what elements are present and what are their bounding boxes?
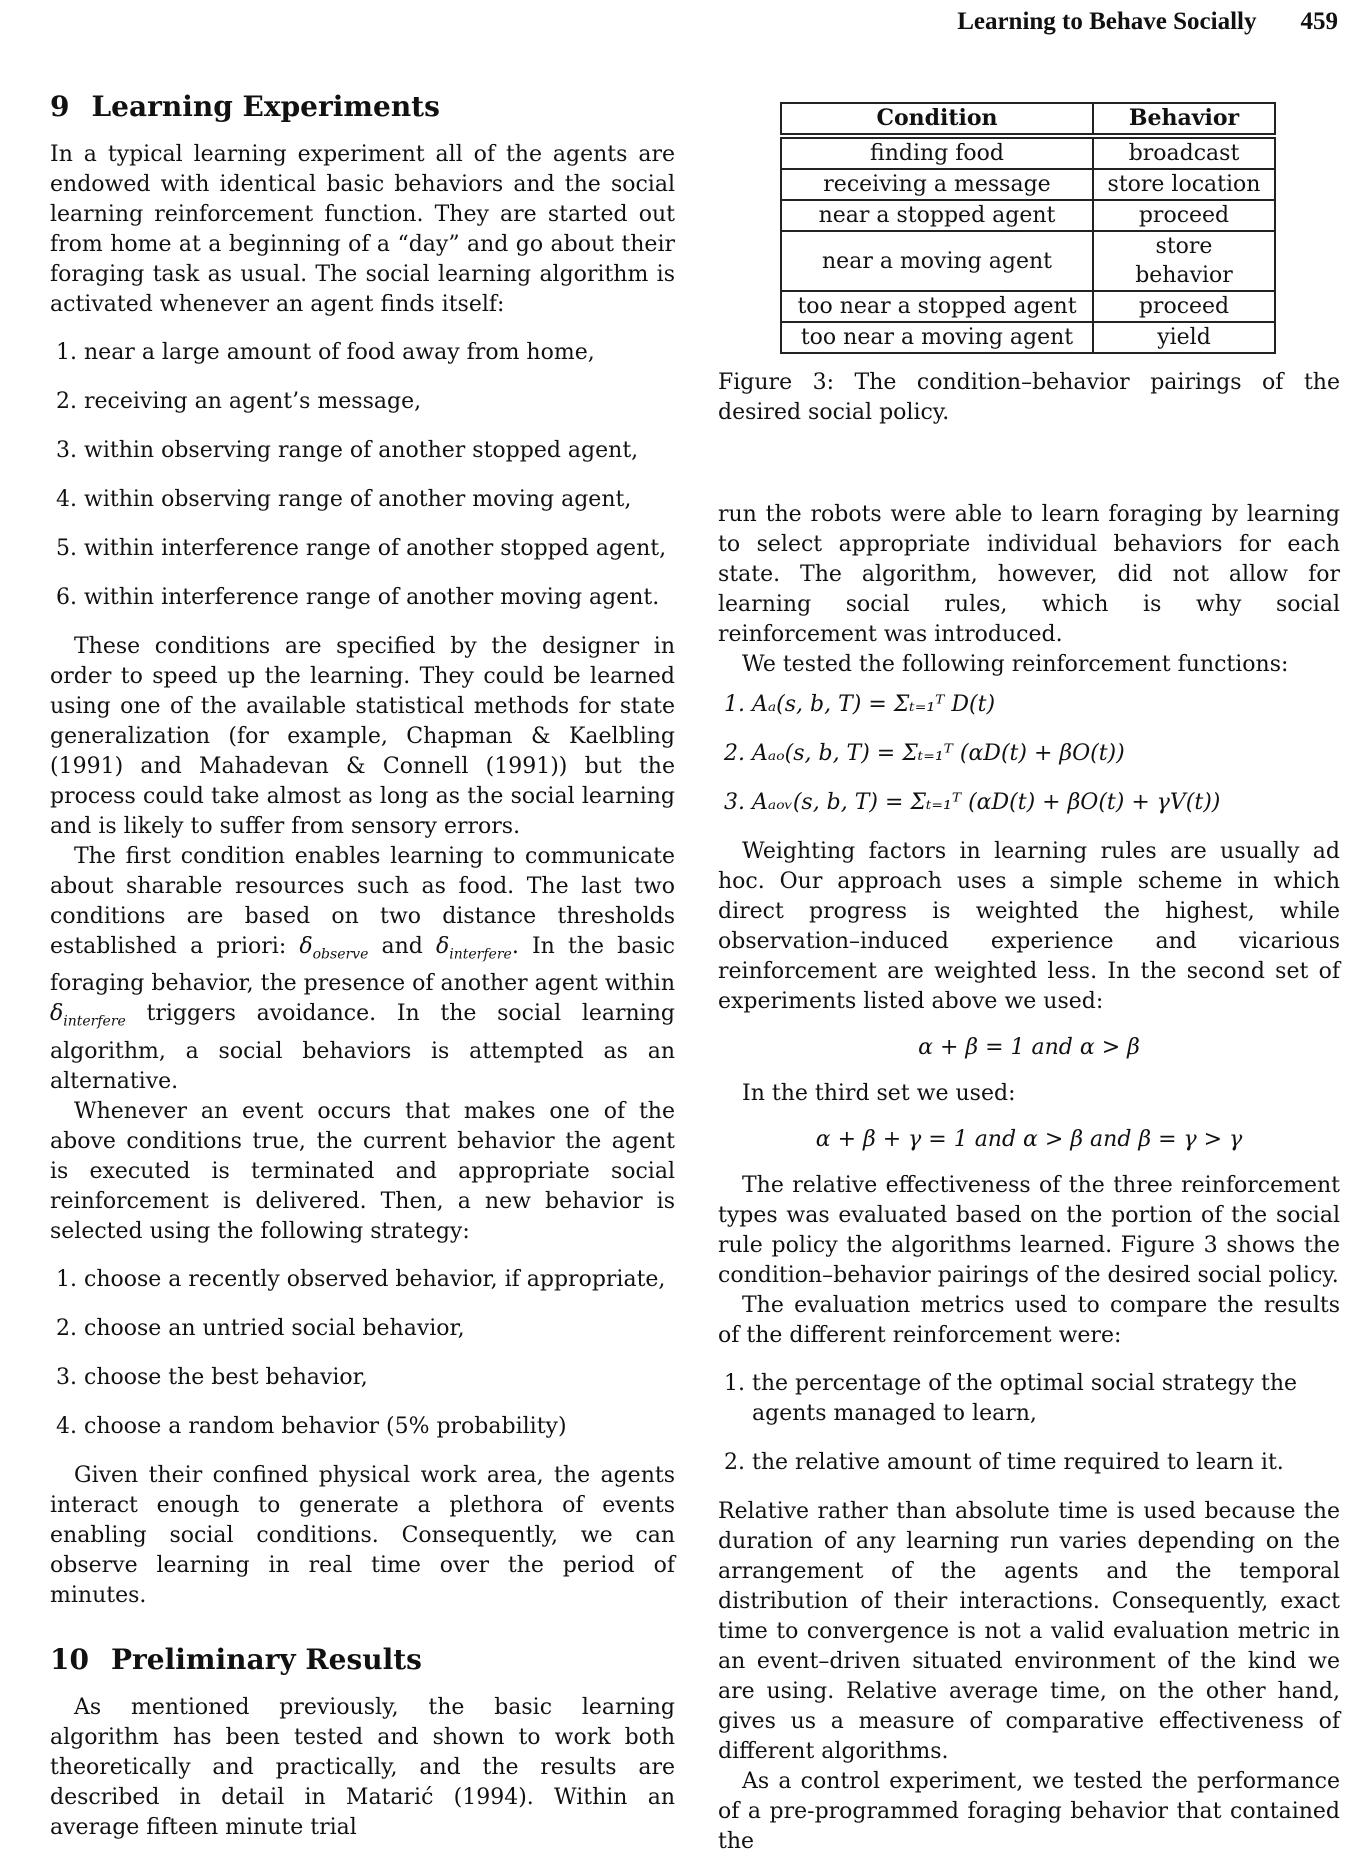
- equation: α + β = 1 and α > β: [918, 1035, 1140, 1060]
- section-title: Preliminary Results: [110, 1642, 422, 1676]
- table-header: Condition: [781, 103, 1093, 136]
- table-row: [781, 136, 1275, 169]
- delta-symbol: δ: [50, 1001, 64, 1027]
- table-row: [781, 169, 1275, 200]
- formula-item: 1. Aₐ(s, b, T) = Σₜ₌₁ᵀ D(t): [752, 690, 1340, 720]
- metrics-list: [718, 1369, 1340, 1478]
- list-item: 4. within observing range of another moving agent,: [84, 485, 675, 515]
- table-cell: finding food: [781, 136, 1093, 169]
- paragraph: In a typical learning experiment all of the agents are endowed with identical basic behaviors and the social learning reinforcement function. They are started out from home at a beginning of a “day” and go about their foraging task as usual. The social learning algorithm is activated whenever an agent finds itself:: [50, 142, 675, 317]
- paragraph: As a control experiment, we tested the performance of a pre-programmed foraging behavior that contained the: [718, 1769, 1340, 1854]
- paragraph: As mentioned previously, the basic learning algorithm has been tested and shown to work both theoretically and practically, and the results are described in detail in Matarić (1994). Within an average fifteen minute trial: [50, 1694, 675, 1840]
- table-header: Behavior: [1093, 103, 1275, 136]
- table-cell: receiving a message: [781, 169, 1093, 200]
- list-item: 3. within observing range of another stopped agent,: [84, 436, 675, 466]
- list-item: 4. choose a random behavior (5% probability): [84, 1412, 675, 1442]
- list-item: 2. choose an untried social behavior,: [84, 1314, 675, 1344]
- section-10-heading: [50, 1642, 675, 1676]
- paragraph: Given their confined physical work area, the agents interact enough to generate a plethora of events enabling social conditions. Consequently, we can observe learning in real time over the period of minutes.: [50, 1462, 675, 1608]
- paragraph: The evaluation metrics used to compare the results of the different reinforcement were:: [718, 1293, 1340, 1348]
- paragraph: Relative rather than absolute time is used because the duration of any learning run varies depending on the arrangement of the agents and the temporal distribution of their interactions. Consequently, exact time to convergence is not a valid evaluation metric in an event–driven situated environment of the kind we are using. Relative average time, on the other hand, gives us a measure of comparative effectiveness of different algorithms.: [718, 1499, 1340, 1764]
- list-item: 5. within interference range of another stopped agent,: [84, 534, 675, 564]
- paragraph: Weighting factors in learning rules are usually ad hoc. Our approach uses a simple scheme in which direct progress is weighted the highest, while observation–induced experience and vicarious reinforcement are weighted less. In the second set of experiments listed above we used:: [718, 839, 1340, 1014]
- paragraph: We tested the following reinforcement functions:: [742, 652, 1289, 677]
- paragraph: In the third set we used:: [742, 1081, 1016, 1106]
- delta-symbol: δ: [436, 934, 450, 959]
- table-row: [781, 231, 1275, 291]
- table-row: [781, 291, 1275, 322]
- conditions-list: [50, 338, 675, 613]
- table-row: [781, 322, 1275, 353]
- list-item: 1. the percentage of the optimal social strategy the agents managed to learn,: [752, 1369, 1340, 1429]
- subscript: interfere: [63, 1013, 126, 1030]
- table-cell: store behavior: [1093, 231, 1275, 291]
- formula-item: 3. Aₐₒᵥ(s, b, T) = Σₜ₌₁ᵀ (αD(t) + βO(t) + γV(t)): [752, 788, 1340, 818]
- page-number: 459: [1300, 8, 1338, 35]
- text: . In the basic foraging behavior, the presence of another agent within: [50, 934, 675, 997]
- table-cell: broadcast: [1093, 136, 1275, 169]
- running-title: Learning to Behave Socially: [957, 8, 1257, 35]
- table-cell: near a moving agent: [781, 231, 1093, 291]
- equation: α + β + γ = 1 and α > β and β = γ > γ: [815, 1127, 1243, 1152]
- paragraph: run the robots were able to learn foraging by learning to select appropriate individual behaviors for each state. The algorithm, however, did not allow for learning social rules, which is why social reinforcement was introduced.: [718, 502, 1340, 647]
- section-number: 10: [50, 1642, 89, 1676]
- list-item: 2. receiving an agent’s message,: [84, 387, 675, 417]
- section-number: 9: [50, 90, 70, 123]
- functions-list: [718, 690, 1340, 818]
- left-column: [50, 92, 675, 1843]
- list-item: 1. choose a recently observed behavior, if appropriate,: [84, 1265, 675, 1295]
- table-cell: near a stopped agent: [781, 200, 1093, 231]
- table-header-row: [781, 103, 1275, 136]
- table-cell: store location: [1093, 169, 1275, 200]
- list-item: 1. near a large amount of food away from home,: [84, 338, 675, 368]
- figure-caption: Figure 3: The condition–behavior pairings of the desired social policy.: [718, 370, 1340, 425]
- table-cell: too near a moving agent: [781, 322, 1093, 353]
- subscript: interfere: [449, 946, 512, 963]
- delta-symbol: δ: [299, 934, 313, 959]
- section-9-heading: [50, 92, 675, 122]
- paragraph-thresholds: [50, 842, 675, 1097]
- formula-item: 2. Aₐₒ(s, b, T) = Σₜ₌₁ᵀ (αD(t) + βO(t)): [752, 739, 1340, 769]
- table-cell: proceed: [1093, 291, 1275, 322]
- list-item: 6. within interference range of another moving agent.: [84, 583, 675, 613]
- right-column: [718, 96, 1340, 1857]
- paragraph: Whenever an event occurs that makes one of the above conditions true, the current behavior the agent is executed is terminated and appropriate social reinforcement is delivered. Then, a new behavior is selected using the following strategy:: [50, 1098, 675, 1244]
- text: triggers avoidance. In the social learning algorithm, a social behaviors is attempted as an alternative.: [50, 1001, 675, 1094]
- table-row: [781, 200, 1275, 231]
- section-title: Learning Experiments: [91, 90, 440, 123]
- paragraph: The relative effectiveness of the three reinforcement types was evaluated based on the portion of the social rule policy the algorithms learned. Figure 3 shows the condition–behavior pairings of the desired social policy.: [718, 1173, 1340, 1288]
- table-cell: yield: [1093, 322, 1275, 353]
- strategy-list: [50, 1265, 675, 1442]
- list-item: 3. choose the best behavior,: [84, 1363, 675, 1393]
- table-cell: proceed: [1093, 200, 1275, 231]
- condition-behavior-table: [780, 102, 1276, 354]
- table-cell: too near a stopped agent: [781, 291, 1093, 322]
- paragraph: These conditions are specified by the designer in order to speed up the learning. They could be learned using one of the available statistical methods for state generalization (for example, Chapman & Kaelbling (1991) and Mahadevan & Connell (1991)) but the process could take almost as long as the social learning and is likely to suffer from sensory errors.: [50, 634, 675, 839]
- list-item: 2. the relative amount of time required to learn it.: [752, 1448, 1340, 1478]
- text: The first condition enables learning to communicate about sharable resources such as food. The last two conditions are based on two distance thresholds established a priori:: [50, 844, 675, 959]
- subscript: observe: [312, 946, 369, 963]
- running-head: [957, 8, 1338, 36]
- text: and: [368, 934, 437, 959]
